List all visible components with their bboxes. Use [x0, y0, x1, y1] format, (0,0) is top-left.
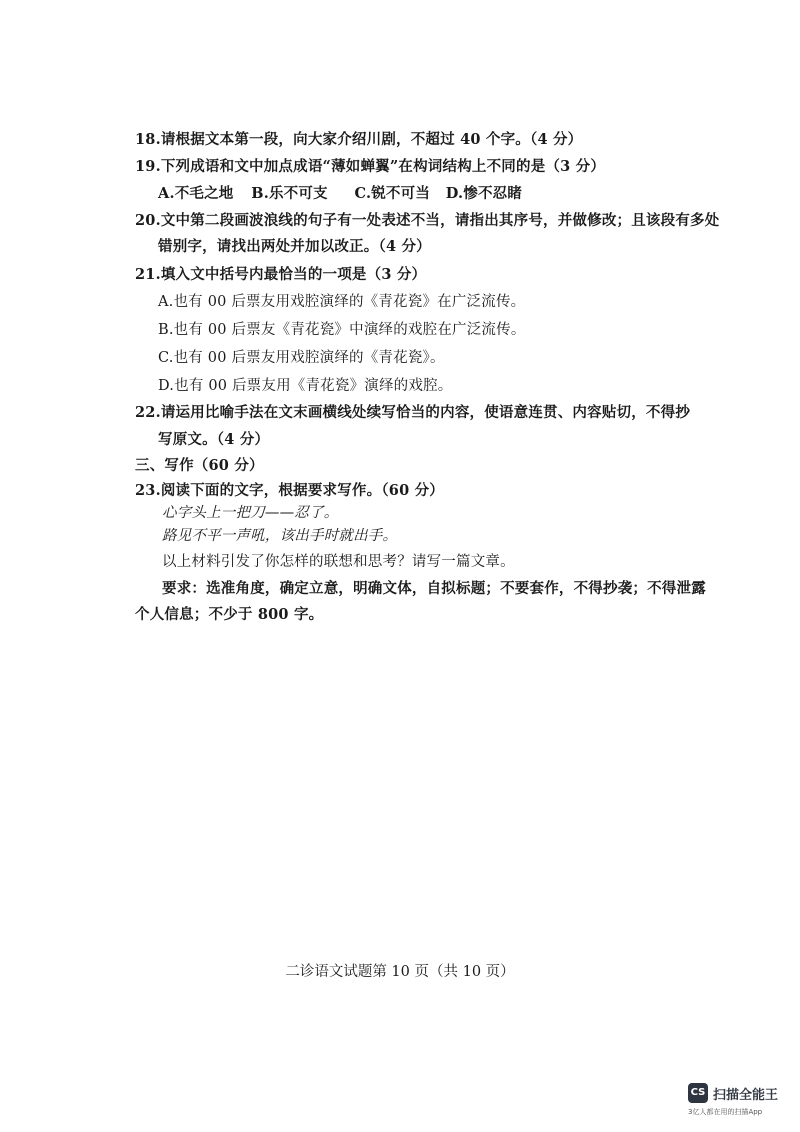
question-19-options [158, 184, 522, 204]
section-3-heading: 三、写作（60 分） [135, 457, 264, 474]
requirements-line-1: 要求：选准角度，确定立意，明确文体，自拟标题；不要套作，不得抄袭；不得泄露 [162, 580, 706, 597]
material-line-1: 心字头上一把刀——忍了。 [162, 505, 339, 521]
question-22-line-2: 写原文。（4 分） [158, 431, 270, 448]
question-23-title: 23.阅读下面的文字，根据要求写作。（60 分） [135, 482, 445, 499]
option-a: A.不毛之地 [158, 185, 234, 202]
page-footer: 二诊语文试题第 10 页（共 10 页） [285, 964, 515, 980]
question-21-option-d: D.也有 00 后票友用《青花瓷》演绎的戏腔。 [158, 378, 453, 394]
camscanner-name: 扫描全能王 [713, 1087, 779, 1103]
option-c: C.锐不可当 [354, 185, 431, 202]
camscanner-logo-icon: CS [688, 1083, 708, 1103]
question-22-line-1: 22.请运用比喻手法在文末画横线处续写恰当的内容，使语意连贯、内容贴切，不得抄 [135, 404, 691, 421]
requirements-line-2: 个人信息；不少于 800 字。 [135, 606, 324, 623]
question-20-line-1: 20.文中第二段画波浪线的句子有一处表述不当，请指出其序号，并做修改；且该段有多处 [135, 212, 720, 229]
question-20-line-2: 错别字，请找出两处并加以改正。（4 分） [158, 238, 431, 255]
question-19: 19.下列成语和文中加点成语“薄如蝉翼”在构词结构上不同的是（3 分） [135, 158, 606, 175]
writing-prompt: 以上材料引发了你怎样的联想和思考？请写一篇文章。 [162, 554, 515, 570]
question-21-option-b: B.也有 00 后票友《青花瓷》中演绎的戏腔在广泛流传。 [158, 322, 526, 338]
question-18: 18.请根据文本第一段，向大家介绍川剧，不超过 40 个字。（4 分） [135, 131, 583, 148]
option-b: B.乐不可支 [251, 185, 328, 202]
option-d: D.惨不忍睹 [445, 185, 523, 202]
question-21-option-a: A.也有 00 后票友用戏腔演绎的《青花瓷》在广泛流传。 [158, 294, 526, 310]
material-line-2: 路见不平一声吼，该出手时就出手。 [162, 528, 398, 544]
camscanner-watermark [688, 1083, 778, 1103]
question-21: 21.填入文中括号内最恰当的一项是（3 分） [135, 266, 427, 283]
camscanner-tagline: 3亿人都在用的扫描App [688, 1108, 763, 1116]
question-21-option-c: C.也有 00 后票友用戏腔演绎的《青花瓷》。 [158, 350, 445, 366]
